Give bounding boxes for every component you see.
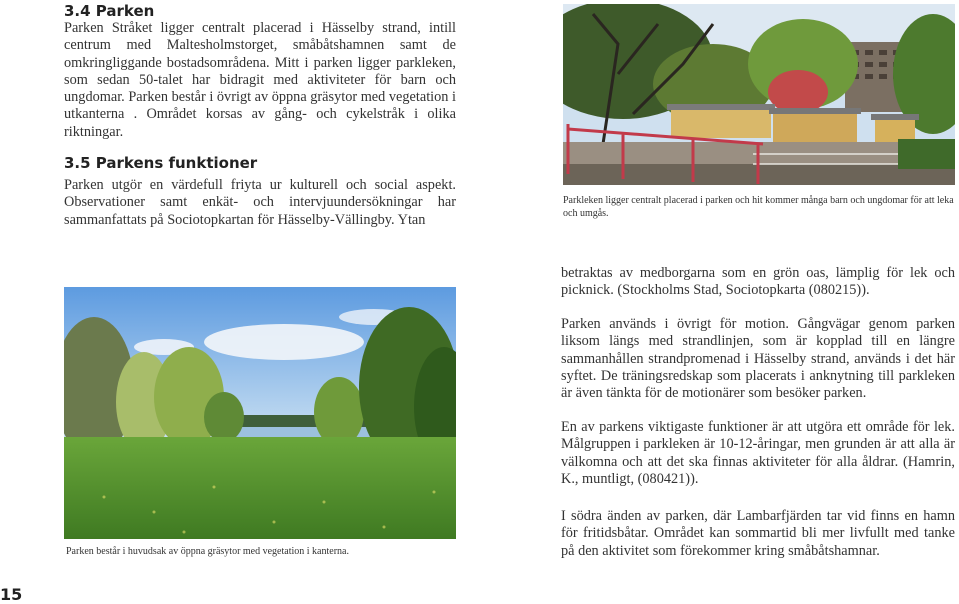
meadow-photo	[64, 287, 456, 539]
section-text-funktioner: Parken utgör en värdefull friyta ur kulturell och social aspekt. Observationer samt enkät- och intervjuundersökningar har sammanfattats på Sociotopkartan för Hässelby-Vällingby. Ytan	[64, 177, 456, 228]
playground-photo	[563, 4, 955, 185]
right-paragraph-3: En av parkens viktigaste funktioner är att utgöra ett område för lek. Målgruppen i parkleken är 10-12-åringar, men grunden är att alla är välkomna och att det ska finnas aktiviteter för alla åldrar. (Hamrin, K., muntligt, (080421)).	[561, 419, 955, 487]
right-paragraph-2: Parken används i övrigt för motion. Gångvägar genom parken liksom längs med strandlinjen, som är kopplad till en längre sammanhållen strandpromenad i Hässelby strand, används i det här syftet. De träningsredskap som placerats i anknytning till parkleken är även tänkta för de motionärer som besöker parken.	[561, 316, 955, 402]
right-paragraph-4: I södra änden av parken, där Lambarfjärden tar vid finns en hamn för fritidsbåtar. Området kan sommartid bli mer livfullt med tanke på den aktivitet som förekommer kring småbåtshamnar.	[561, 508, 955, 559]
right-paragraph-1: betraktas av medborgarna som en grön oas, lämplig för lek och picknick. (Stockholms Stad, Sociotopkarta (080215)).	[561, 265, 955, 299]
playground-caption: Parkleken ligger centralt placerad i parken och hit kommer många barn och ungdomar för att leka och umgås.	[563, 195, 954, 219]
section-heading-parken: 3.4 Parken	[64, 2, 155, 20]
section-heading-funktioner: 3.5 Parkens funktioner	[64, 154, 258, 172]
page-number: 15	[0, 585, 23, 604]
meadow-caption: Parken består i huvudsak av öppna gräsytor med vegetation i kanterna.	[66, 546, 349, 557]
section-text-parken: Parken Stråket ligger centralt placerad i Hässelby strand, intill centrum med Maltesholmstorget, småbåtshamnen samt de omkringliggande bostadsområdena. Mitt i parken ligger parkleken, som sedan 50-talet har bidragit med aktiviteter för barn och ungdomar. Parken består i övrigt av öppna gräsytor med vegetation i utkanterna . Området korsas av gång- och cykelstråk i olika riktningar.	[64, 20, 456, 140]
